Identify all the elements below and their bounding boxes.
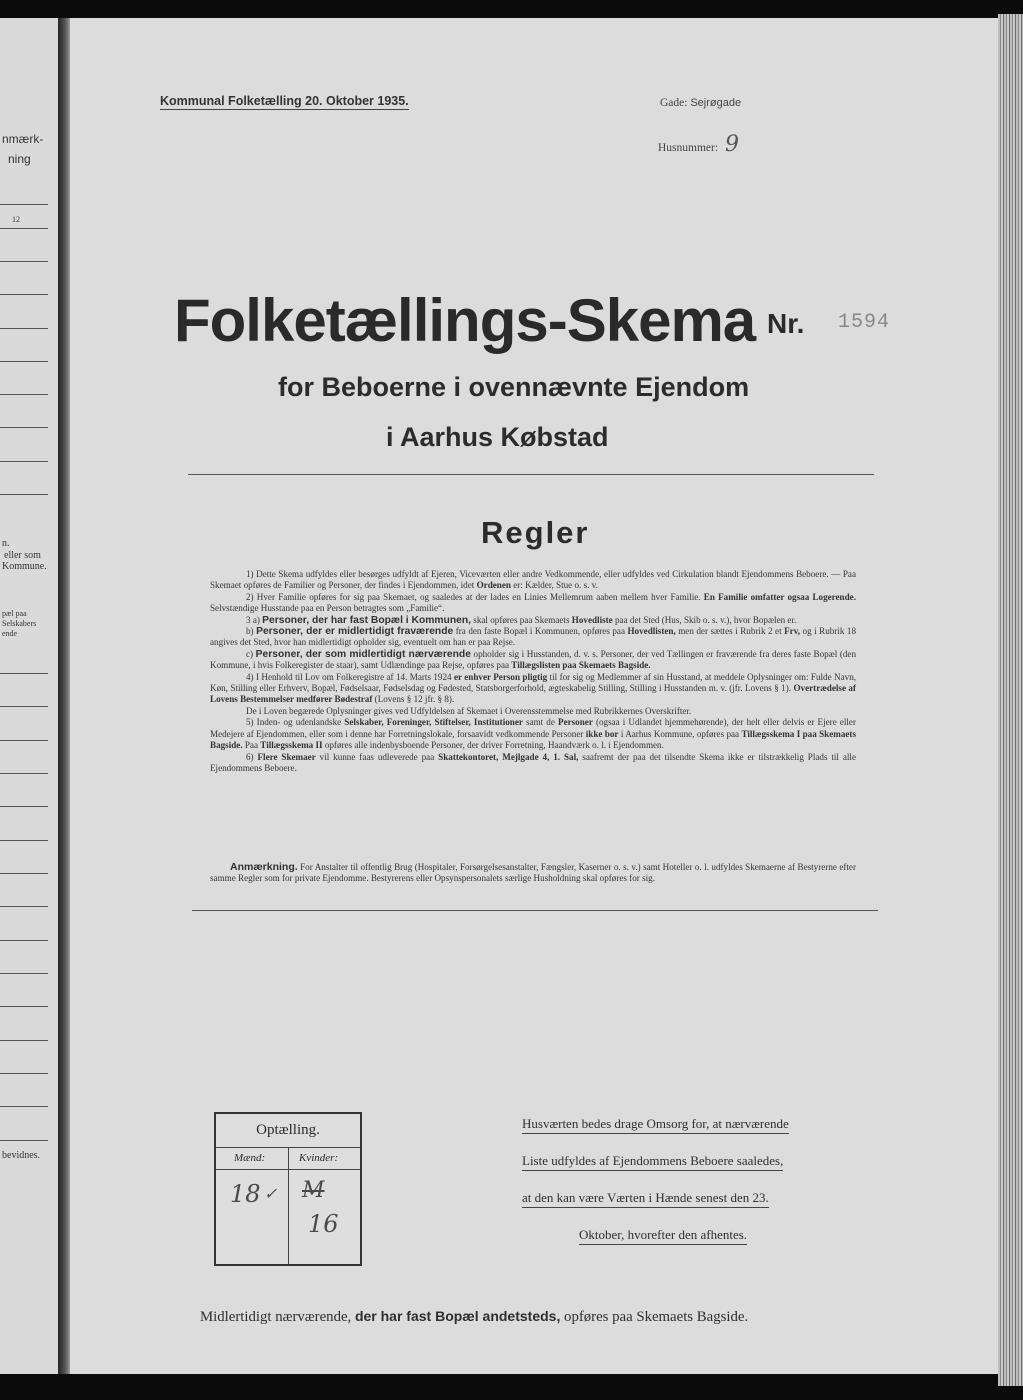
men-count: 18	[230, 1180, 261, 1208]
owner-notice-line: Liste udfyldes af Ejendommens Beboere saaledes,	[522, 1153, 783, 1171]
left-rule	[0, 1006, 48, 1007]
left-rule	[0, 361, 48, 362]
women-count: 16	[308, 1210, 339, 1238]
left-fragment: 12	[12, 215, 20, 224]
divider	[192, 910, 878, 911]
rule-1: 1) Dette Skema udfyldes eller besørges udfyldt af Ejeren, Viceværten eller andre Vedkommende, eller udfyldes ved Cirkulation blandt Ejendommens Beboere. — Paa Skemaet opføres de Familier og Personer, der findes i Ejendommen, idet Ordenen er: Kælder, Stue o. s. v.	[210, 569, 856, 591]
left-rule	[0, 806, 48, 807]
left-rule	[0, 1106, 48, 1107]
rule-4: 4) I Henhold til Lov om Folkeregistre af 14. Marts 1924 er enhver Person pligtig til for sig og Medlemmer af sin Husstand, at meddele Oplysninger om: Fulde Navn, Køn, Stilling eller Erhverv, Bopæl, Fødselsaar, Fødselsdag og Fødested, Statsborgerforhold, ægteskabelig Stilling, Stilling i Husstanden m. v. (jfr. Lovens § 1). Overtrædelse af Lovens Bestemmelser medfører Bødestraf (Lovens § 12 jfr. § 8).	[210, 671, 857, 705]
men-label: Mænd:	[234, 1152, 266, 1164]
left-rule	[0, 494, 48, 495]
rule-3c: c) Personer, der som midlertidigt nærværende opholder sig i Husstanden, d. v. s. Personer, der ved Tællingen er fraværende fra deres faste Bopæl (den Kommune, i hvis Folkeregister de staar), samt Udlændinge paa Rejse, opføres paa Tillægslisten paa Skemaets Bagside.	[210, 648, 857, 671]
street-value: Sejrøgade	[690, 97, 742, 109]
left-rule	[0, 427, 48, 428]
owner-notice-line: at den kan være Værten i Hænde senest den 23.	[522, 1190, 769, 1208]
left-fragment: pæl paa	[2, 609, 27, 618]
count-box-divider	[288, 1147, 289, 1264]
count-box-title: Optælling.	[216, 1114, 360, 1148]
left-rule	[0, 673, 48, 674]
form-number-label: Nr.	[767, 308, 805, 339]
left-rule	[0, 706, 48, 707]
left-rule	[0, 1140, 48, 1141]
footer-bold-text: der har fast Bopæl andetsteds,	[354, 1308, 561, 1324]
left-rule	[0, 1040, 48, 1041]
left-fragment: ning	[8, 152, 31, 166]
form-number-value: 1594	[838, 311, 891, 334]
left-rule	[0, 294, 48, 295]
remark-label: Anmærkning.	[230, 861, 298, 873]
left-rule	[0, 1073, 48, 1074]
left-rule	[0, 773, 48, 774]
footer-text: Midlertidigt nærværende,	[200, 1309, 352, 1325]
left-rule	[0, 204, 48, 205]
footer-text: opføres paa Skemaets Bagside.	[564, 1309, 749, 1325]
rules-text	[210, 569, 856, 774]
census-form-page	[70, 18, 998, 1374]
left-rule	[0, 940, 48, 941]
men-check-mark: ✓	[264, 1184, 278, 1203]
women-label: Kvinder:	[299, 1152, 339, 1164]
left-fragment: eller som	[4, 550, 41, 561]
street-label: Gade:	[660, 97, 688, 109]
divider	[188, 474, 874, 475]
left-rule	[0, 394, 48, 395]
book-gutter	[58, 18, 70, 1374]
left-rule	[0, 228, 48, 229]
previous-page-edge	[0, 18, 58, 1374]
house-number-value: 9	[724, 132, 739, 157]
left-rule	[0, 906, 48, 907]
form-title: Folketællings-Skema	[174, 287, 756, 354]
owner-notice-line: Husværten bedes drage Omsorg for, at nærværende	[522, 1116, 789, 1134]
left-fragment: nmærk-	[2, 132, 44, 146]
left-rule	[0, 461, 48, 462]
left-fragment: n.	[2, 538, 10, 549]
rule-4-note: De i Loven begærede Oplysninger gives ved Udfyldelsen af Skemaet i Overensstemmelse med Rubrikkernes Overskrifter.	[246, 705, 692, 716]
rules-heading: Regler	[481, 515, 590, 550]
page-stack-edge	[998, 14, 1023, 1386]
left-rule	[0, 973, 48, 974]
owner-notice-line: Oktober, hvorefter den afhentes.	[579, 1227, 747, 1245]
left-fragment: ende	[2, 629, 18, 638]
census-header-title: Kommunal Folketælling 20. Oktober 1935.	[160, 94, 409, 108]
form-subtitle: for Beboerne i ovennævnte Ejendom	[278, 372, 750, 402]
left-fragment: Kommune.	[2, 561, 47, 572]
footer-note	[200, 1308, 748, 1326]
left-rule	[0, 328, 48, 329]
left-fragment: Selskabers	[2, 619, 37, 628]
left-rule	[0, 261, 48, 262]
women-crossed-out: M	[302, 1178, 325, 1203]
count-box	[214, 1112, 362, 1266]
rule-3a: 3 a) Personer, der har fast Bopæl i Kommunen, skal opføres paa Skemaets Hovedliste paa det Sted (Hus, Skib o. s. v.), hvor Bopælen er.	[246, 614, 797, 626]
left-rule	[0, 740, 48, 741]
street-field	[660, 97, 741, 109]
form-location: i Aarhus Købstad	[386, 422, 609, 452]
rule-6: 6) Flere Skemaer vil kunne faas udleverede paa Skattekontoret, Mejlgade 4, 1. Sal, saafremt der paa det tilsendte Skema ikke er tilstrækkelig Plads til alle Ejendommens Beboere.	[210, 751, 856, 773]
rule-2: 2) Hver Familie opføres for sig paa Skemaet, og saaledes at der lades en Linies Mellemrum aaben mellem hver Familie. En Familie omfatter ogsaa Logerende. Selvstændige Husstande paa en Person betragtes som „Familie“.	[210, 591, 856, 614]
remark-note	[210, 862, 856, 885]
left-rule	[0, 840, 48, 841]
house-number-label: Husnummer:	[658, 142, 719, 154]
rule-3b: b) Personer, der er midlertidigt fraværende fra den faste Bopæl i Kommunen, opføres paa Hovedlisten, men der sættes i Rubrik 2 et Frv, og i Rubrik 18 angives det Sted, hvor han midlertidigt opholder sig, eventuelt om han er paa Rejse.	[210, 626, 856, 648]
left-rule	[0, 873, 48, 874]
rule-5: 5) Inden- og udenlandske Selskaber, Foreninger, Stiftelser, Institutioner samt de Personer (ogsaa i Udlandet hjemmehørende), der helt eller delvis er Ejere eller Medejere af Ejendommen, eller som i denne har Forretningslokale, forsaavidt vedkommende Personer ikke bor i Aarhus Kommune, opføres paa Tillægsskema I paa Skemaets Bagside. Paa Tillægsskema II opføres alle indenbysboende Personer, der driver Forretning, Haandværk o. l. i Ejendommen.	[210, 717, 856, 751]
remark-text: For Anstalter til offentlig Brug (Hospitaler, Forsørgelsesanstalter, Fængsler, Kaserner o. s. v.) samt Hoteller o. l. udfyldes Skemaerne af Bestyrerne efter samme Regler som for private Ejendomme. Bestyrerens eller Opsynspersonalets særlige Husholdning skal opføres for sig.	[210, 862, 856, 884]
house-number-field	[658, 132, 739, 157]
left-fragment: bevidnes.	[2, 1150, 41, 1161]
count-box-rule	[216, 1169, 360, 1170]
